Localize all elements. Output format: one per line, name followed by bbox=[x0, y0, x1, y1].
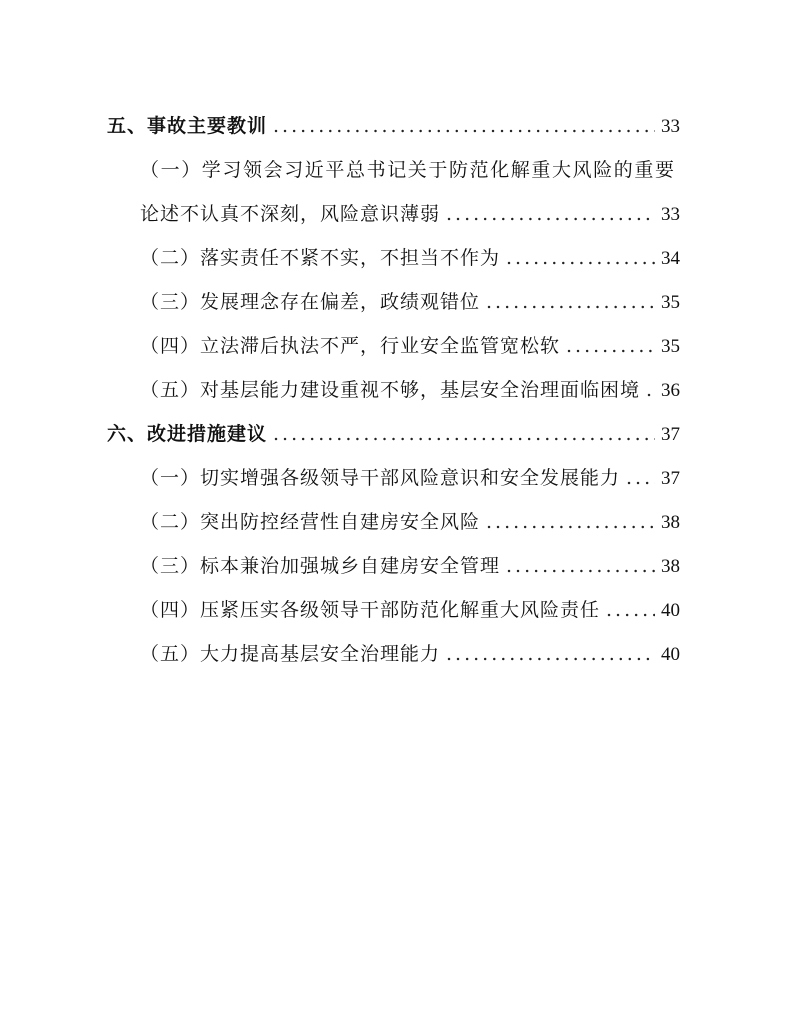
toc-entry-5-5[interactable] bbox=[140, 375, 680, 405]
toc-entry-title: （三）标本兼治加强城乡自建房安全管理 bbox=[140, 555, 501, 577]
dot-leader bbox=[606, 595, 655, 625]
dot-leader bbox=[506, 551, 655, 581]
toc-entry-6-1[interactable] bbox=[140, 463, 680, 493]
toc-entry-page: 36 bbox=[661, 380, 680, 401]
dot-leader bbox=[446, 199, 655, 229]
toc-entry-page: 35 bbox=[661, 292, 680, 313]
toc-entry-title: 六、改进措施建议 bbox=[107, 423, 268, 445]
toc-entry-page: 37 bbox=[661, 424, 680, 445]
toc-entry-6-3[interactable] bbox=[140, 551, 680, 581]
dot-leader bbox=[566, 331, 655, 361]
toc-entry-title: 五、事故主要教训 bbox=[107, 115, 268, 137]
toc-entry-title: （五）大力提高基层安全治理能力 bbox=[140, 643, 441, 665]
toc-entry-6-4[interactable] bbox=[140, 595, 680, 625]
toc-entry-title: （一）学习领会习近平总书记关于防范化解重大风险的重要 bbox=[140, 159, 676, 181]
toc-entry-5-4[interactable] bbox=[140, 331, 680, 361]
dot-leader bbox=[506, 243, 655, 273]
dot-leader bbox=[273, 419, 655, 449]
toc-entry-6-2[interactable] bbox=[140, 507, 680, 537]
toc-entry-title: （二）突出防控经营性自建房安全风险 bbox=[140, 511, 481, 533]
toc-entry-title: （四）压紧压实各级领导干部防范化解重大风险责任 bbox=[140, 599, 601, 621]
toc-entry-page: 33 bbox=[661, 204, 680, 225]
toc-entry-section-5[interactable] bbox=[107, 111, 680, 141]
toc-entry-title: （三）发展理念存在偏差，政绩观错位 bbox=[140, 291, 481, 313]
toc-entry-6-5[interactable] bbox=[140, 639, 680, 669]
toc-entry-section-6[interactable] bbox=[107, 419, 680, 449]
toc-entry-title: （一）切实增强各级领导干部风险意识和安全发展能力 bbox=[140, 467, 621, 489]
toc-entry-page: 38 bbox=[661, 512, 680, 533]
toc-entry-page: 35 bbox=[661, 336, 680, 357]
toc-entry-page: 38 bbox=[661, 556, 680, 577]
toc-entry-title: （二）落实责任不紧不实，不担当不作为 bbox=[140, 247, 501, 269]
toc-entry-5-3[interactable] bbox=[140, 287, 680, 317]
toc-entry-page: 33 bbox=[661, 116, 680, 137]
toc-entry-5-1[interactable] bbox=[140, 155, 680, 185]
toc-entry-page: 40 bbox=[661, 600, 680, 621]
toc-entry-page: 34 bbox=[661, 248, 680, 269]
dot-leader bbox=[273, 111, 655, 141]
toc-entry-page: 37 bbox=[661, 468, 680, 489]
toc-entry-title: （四）立法滞后执法不严，行业安全监管宽松软 bbox=[140, 335, 561, 357]
toc-entry-page: 40 bbox=[661, 644, 680, 665]
toc-entry-title: 论述不认真不深刻，风险意识薄弱 bbox=[140, 203, 441, 225]
dot-leader bbox=[626, 463, 655, 493]
dot-leader bbox=[446, 639, 655, 669]
dot-leader bbox=[486, 507, 655, 537]
toc-entry-5-1-continued[interactable] bbox=[140, 199, 680, 229]
dot-leader bbox=[486, 287, 655, 317]
dot-leader bbox=[646, 375, 655, 405]
toc-entry-5-2[interactable] bbox=[140, 243, 680, 273]
toc-entry-title: （五）对基层能力建设重视不够，基层安全治理面临困境 bbox=[140, 379, 641, 401]
